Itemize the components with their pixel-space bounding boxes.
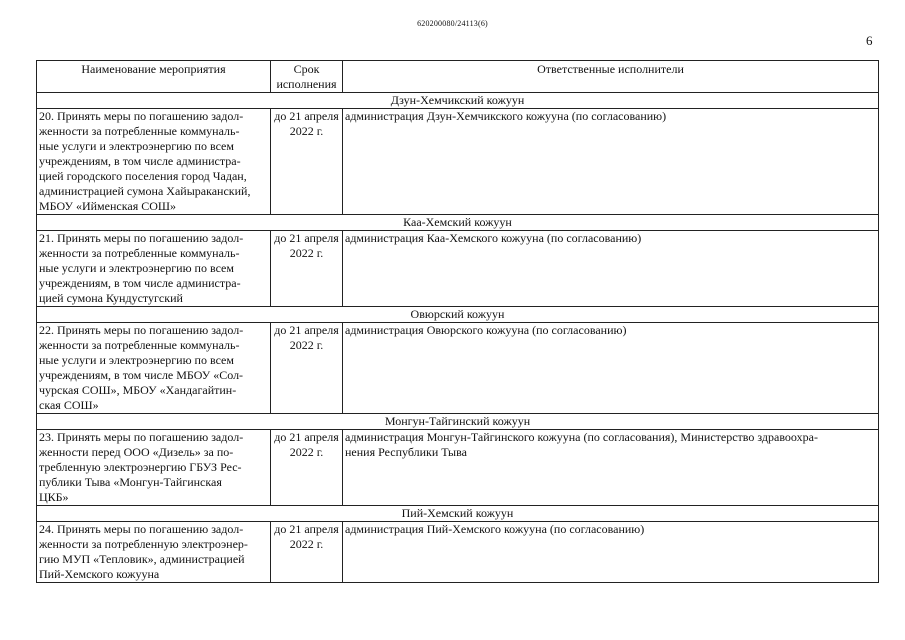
deadline-cell: до 21 апреля 2022 г. [271,430,343,506]
header-deadline: Срок исполнения [271,61,343,93]
table-row [37,323,879,414]
header-responsible: Ответственные исполнители [343,61,879,93]
district-name: Овюрский кожуун [37,307,879,323]
deadline-cell: до 21 апреля 2022 г. [271,522,343,583]
deadline-cell: до 21 апреля 2022 г. [271,323,343,414]
district-row [37,506,879,522]
table-row [37,522,879,583]
measure-cell: 24. Принять меры по погашению задол- женности за потребленную электроэнер- гию МУП «Тепловик», администрацией Пий-Хемского кожууна [37,522,271,583]
district-name: Монгун-Тайгинский кожуун [37,414,879,430]
deadline-cell: до 21 апреля 2022 г. [271,109,343,215]
district-name: Каа-Хемский кожуун [37,215,879,231]
deadline-cell: до 21 апреля 2022 г. [271,231,343,307]
district-row [37,307,879,323]
district-name: Пий-Хемский кожуун [37,506,879,522]
table-row [37,231,879,307]
responsible-cell: администрация Пий-Хемского кожууна (по согласованию) [343,522,879,583]
page-number: 6 [866,33,873,48]
responsible-cell: администрация Монгун-Тайгинского кожууна (по согласования), Министерство здравоохра- нения Республики Тыва [343,430,879,506]
responsible-cell: администрация Дзун-Хемчикского кожууна (по согласованию) [343,109,879,215]
document-code: 620200080/24113(6) [417,19,488,28]
measure-cell: 20. Принять меры по погашению задол- женности за потребленные коммуналь- ные услуги и электроэнергию по всем учреждениям, в том числе администра- цией городского поселения город Чадан, администрацией сумона Хайыраканский, МБОУ «Ийменская СОШ» [37,109,271,215]
responsible-cell: администрация Овюрского кожууна (по согласованию) [343,323,879,414]
table-row [37,109,879,215]
district-row [37,215,879,231]
measures-table [36,60,879,583]
header-measure: Наименование мероприятия [37,61,271,93]
table-header-row [37,61,879,93]
measure-cell: 21. Принять меры по погашению задол- женности за потребленные коммуналь- ные услуги и электроэнергию по всем учреждениям, в том числе администра- цией сумона Кундустугский [37,231,271,307]
measure-cell: 23. Принять меры по погашению задол- женности перед ООО «Дизель» за по- требленную электроэнергию ГБУЗ Рес- публики Тыва «Монгун-Тайгинская ЦКБ» [37,430,271,506]
district-row [37,93,879,109]
table-row [37,430,879,506]
responsible-cell: администрация Каа-Хемского кожууна (по согласованию) [343,231,879,307]
measure-cell: 22. Принять меры по погашению задол- женности за потребленные коммуналь- ные услуги и электроэнергию по всем учреждениям, в том числе МБОУ «Сол- чурская СОШ», МБОУ «Хандагайтин- ская СОШ» [37,323,271,414]
district-row [37,414,879,430]
district-name: Дзун-Хемчикский кожуун [37,93,879,109]
